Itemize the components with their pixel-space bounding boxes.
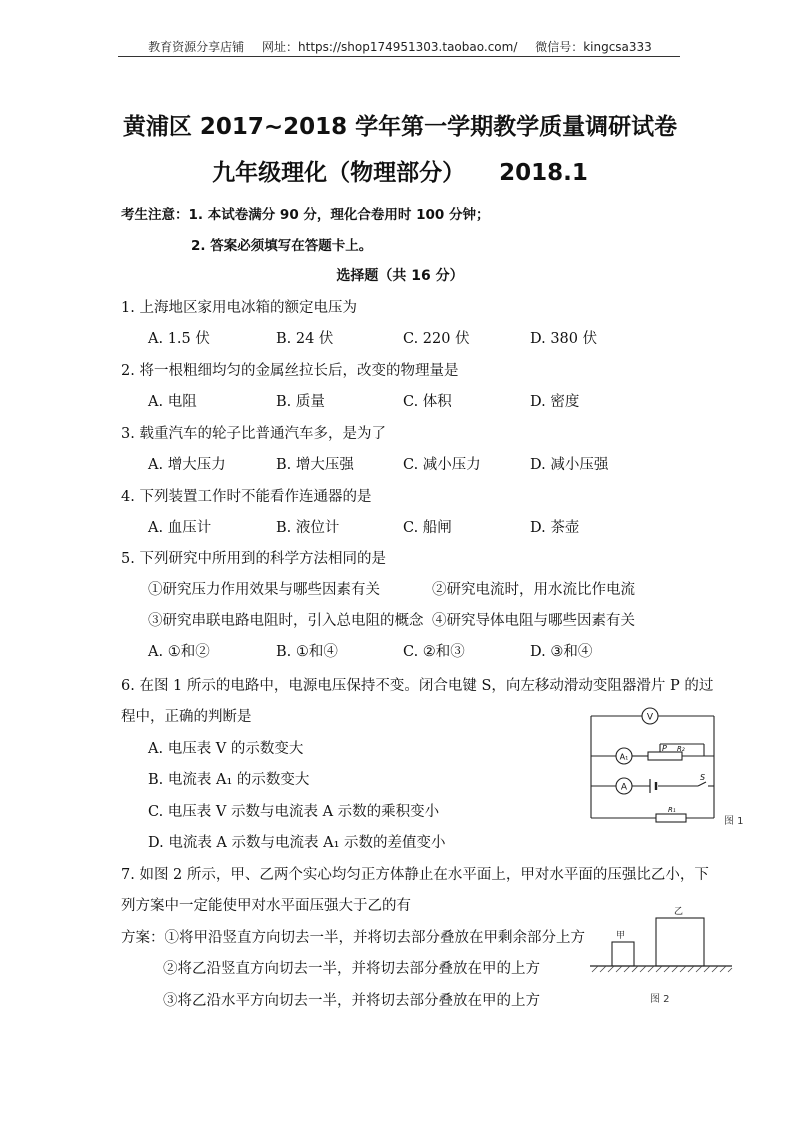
header-divider <box>118 56 680 57</box>
q3-option-b: B. 增大压强 <box>276 457 354 473</box>
q7-stem-line-2: 列方案中一定能使甲对水平面压强大于乙的有 <box>121 898 411 914</box>
label-jia: 甲 <box>616 931 626 941</box>
q5-option-c: C. ②和③ <box>403 644 465 660</box>
q5-item-4: ④研究导体电阻与哪些因素有关 <box>432 613 635 629</box>
q4-stem: 4. 下列装置工作时不能看作连通器的是 <box>121 489 372 505</box>
q4-option-d: D. 茶壶 <box>530 520 580 536</box>
label-s: S <box>700 773 706 782</box>
header-shop: 教育资源分享店铺 <box>148 40 245 54</box>
q4-option-b: B. 液位计 <box>276 520 340 536</box>
label-r1: R₁ <box>668 806 676 814</box>
figure-2-cubes-diagram <box>586 898 736 978</box>
q6-option-a: A. 电压表 V 的示数变大 <box>148 741 304 757</box>
section-title: 选择题（共 16 分） <box>336 268 464 284</box>
exam-subtitle <box>0 154 800 187</box>
exam-title: 黄浦区 2017~2018 学年第一学期教学质量调研试卷 <box>122 114 678 140</box>
q4-option-a: A. 血压计 <box>148 520 212 536</box>
q1-option-d: D. 380 伏 <box>530 331 598 347</box>
header-wechat: 微信号：kingcsa333 <box>535 40 652 54</box>
figure-2-caption: 图 2 <box>650 994 670 1005</box>
header-url: 网址：https://shop174951303.taobao.com/ <box>262 40 518 54</box>
q6-option-b: B. 电流表 A₁ 的示数变大 <box>148 772 310 788</box>
page-header <box>0 38 800 55</box>
notice-line-1: 考生注意：1. 本试卷满分 90 分，理化合卷用时 100 分钟； <box>121 207 490 223</box>
q6-option-d: D. 电流表 A 示数与电流表 A₁ 示数的差值变小 <box>148 835 446 851</box>
q1-option-c: C. 220 伏 <box>403 331 470 347</box>
q6-stem-line-1: 6. 在图 1 所示的电路中，电源电压保持不变。闭合电键 S，向左移动滑动变阻器滑片 P 的过 <box>121 678 714 694</box>
q2-option-d: D. 密度 <box>530 394 580 410</box>
q5-option-a: A. ①和② <box>148 644 210 660</box>
q2-option-b: B. 质量 <box>276 394 325 410</box>
q7-plan-3: ③将乙沿水平方向切去一半，并将切去部分叠放在甲的上方 <box>163 993 540 1009</box>
q2-option-a: A. 电阻 <box>148 394 197 410</box>
q7-plan-2: ②将乙沿竖直方向切去一半，并将切去部分叠放在甲的上方 <box>163 961 540 977</box>
figure-1-caption: 图 1 <box>724 816 744 827</box>
q3-stem: 3. 载重汽车的轮子比普通汽车多，是为了 <box>121 426 386 442</box>
subtitle-text: 九年级理化（物理部分） <box>212 160 466 186</box>
label-yi: 乙 <box>674 907 684 917</box>
q6-option-c: C. 电压表 V 示数与电流表 A 示数的乘积变小 <box>148 804 440 820</box>
q1-option-a: A. 1.5 伏 <box>148 331 210 347</box>
q3-option-c: C. 减小压力 <box>403 457 481 473</box>
q4-option-c: C. 船闸 <box>403 520 452 536</box>
q5-option-d: D. ③和④ <box>530 644 593 660</box>
label-v: V <box>646 712 654 723</box>
q5-item-2: ②研究电流时，用水流比作电流 <box>432 582 635 598</box>
q2-stem: 2. 将一根粗细均匀的金属丝拉长后，改变的物理量是 <box>121 363 459 379</box>
q5-item-3: ③研究串联电路电阻时，引入总电阻的概念 <box>148 613 424 629</box>
q2-option-c: C. 体积 <box>403 394 452 410</box>
notice-line-2: 2. 答案必须填写在答题卡上。 <box>191 238 373 254</box>
q7-stem-line-1: 7. 如图 2 所示，甲、乙两个实心均匀正方体静止在水平面上，甲对水平面的压强比乙小，下 <box>121 867 709 883</box>
label-r2: R₂ <box>677 745 685 753</box>
label-p: P <box>662 744 667 753</box>
q5-option-b: B. ①和④ <box>276 644 338 660</box>
q6-stem-line-2: 程中，正确的判断是 <box>121 709 252 725</box>
q5-item-1: ①研究压力作用效果与哪些因素有关 <box>148 582 380 598</box>
cube-jia <box>612 942 634 966</box>
figure-1-circuit-diagram <box>586 700 754 830</box>
label-a1: A₁ <box>619 752 629 762</box>
q3-option-d: D. 减小压强 <box>530 457 609 473</box>
q5-stem: 5. 下列研究中所用到的科学方法相同的是 <box>121 551 386 567</box>
cube-yi <box>656 918 704 966</box>
q1-option-b: B. 24 伏 <box>276 331 334 347</box>
q1-stem: 1. 上海地区家用电冰箱的额定电压为 <box>121 300 357 316</box>
exam-date: 2018.1 <box>499 160 588 186</box>
q7-plan-1: 方案：①将甲沿竖直方向切去一半，并将切去部分叠放在甲剩余部分上方 <box>121 930 585 946</box>
label-a: A <box>620 782 628 793</box>
q3-option-a: A. 增大压力 <box>148 457 226 473</box>
ground-hatching <box>592 966 732 972</box>
